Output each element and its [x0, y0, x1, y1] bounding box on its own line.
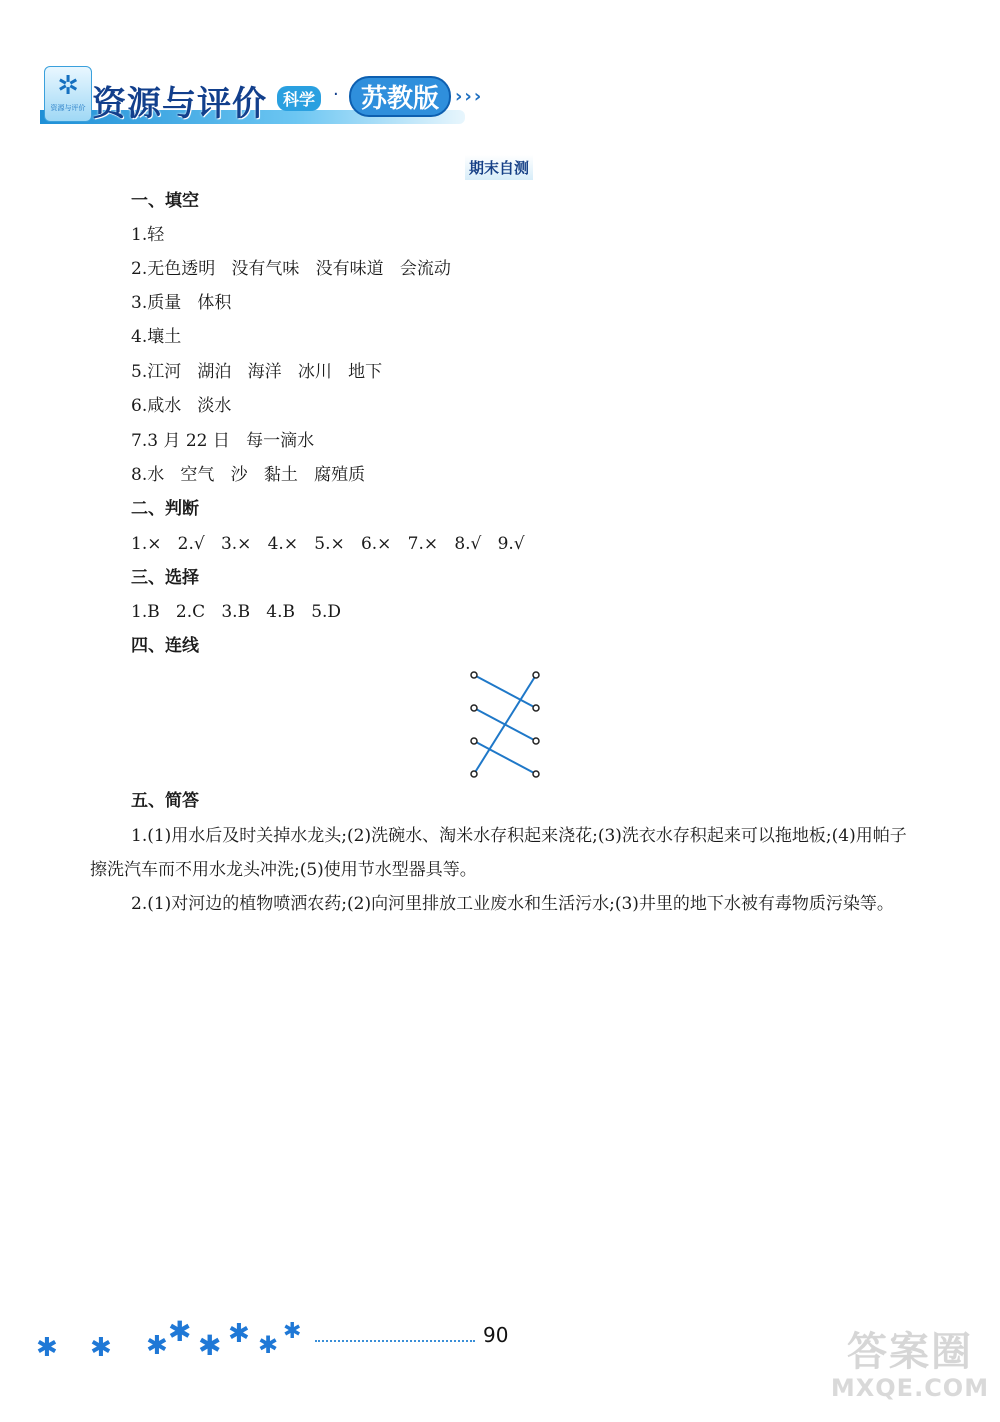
fill-answer-7: 7.3 月 22 日 每一滴水 — [131, 431, 315, 451]
page-number: 90 — [483, 1323, 509, 1347]
matching-dot — [533, 672, 539, 678]
part2-heading: 二、判断 — [131, 499, 199, 519]
fill-answer-5: 5.江河 湖泊 海洋 冰川 地下 — [131, 362, 383, 382]
brand-title: 资源与评价 — [92, 84, 267, 124]
brand-edition: 苏教版 — [349, 76, 451, 117]
matching-dot — [471, 771, 477, 777]
part5-heading: 五、简答 — [131, 791, 199, 811]
star-icon: ✱ — [90, 1333, 112, 1363]
short-answer-1: 1.(1)用水后及时关掉水龙头;(2)洗碗水、淘米水存积起来浇花;(3)洗衣水存积起来可以拖地板;(4)用帕子擦洗汽车而不用水龙头冲洗;(5)使用节水型器具等。 — [90, 826, 907, 880]
footer-stars — [28, 1315, 318, 1365]
matching-dot — [533, 771, 539, 777]
fill-answer-6: 6.咸水 淡水 — [131, 396, 232, 416]
star-icon: ✱ — [146, 1331, 168, 1361]
matching-dot — [471, 738, 477, 744]
star-logo-icon: ✲ — [57, 71, 79, 101]
footer-dotted-line — [315, 1340, 475, 1342]
part4-heading: 四、连线 — [131, 636, 199, 656]
fill-answer-8: 8.水 空气 沙 黏土 腐殖质 — [131, 465, 366, 485]
part3-heading: 三、选择 — [131, 568, 199, 588]
matching-dot — [471, 705, 477, 711]
fill-answer-2: 2.无色透明 没有气味 没有味道 会流动 — [131, 259, 451, 279]
star-icon: ✱ — [198, 1329, 222, 1362]
matching-dot — [471, 672, 477, 678]
matching-dot — [533, 738, 539, 744]
star-icon: ✱ — [168, 1315, 192, 1348]
part1-heading: 一、填空 — [131, 191, 199, 211]
star-icon: ✱ — [258, 1331, 279, 1359]
star-icon: ✱ — [36, 1333, 58, 1363]
chevron-right-icon: ››› — [455, 86, 484, 107]
brand-subject: 科学 — [277, 86, 321, 111]
fill-answer-4: 4.壤土 — [131, 327, 182, 347]
logo — [44, 66, 92, 122]
watermark-text: 答案圈 — [847, 1329, 973, 1375]
star-icon: ✱ — [228, 1319, 250, 1349]
watermark-url: MXQE.COM — [830, 1374, 990, 1402]
judge-answers: 1.× 2.√ 3.× 4.× 5.× 6.× 7.× 8.√ 9.√ — [131, 534, 525, 554]
star-icon: ✱ — [283, 1319, 302, 1344]
matching-dot — [533, 705, 539, 711]
short-answer-2: 2.(1)对河边的植物喷洒农药;(2)向河里排放工业废水和生活污水;(3)井里的地下水被有毒物质污染等。 — [131, 894, 894, 914]
choice-answers: 1.B 2.C 3.B 4.B 5.D — [131, 602, 342, 622]
fill-answer-1: 1.轻 — [131, 225, 165, 245]
matching-line — [474, 675, 536, 774]
watermark — [830, 1320, 990, 1410]
logo-subtitle: 资源与评价 — [50, 104, 86, 112]
section-title: 期末自测 — [465, 155, 533, 180]
brand-separator: · — [333, 84, 339, 105]
matching-diagram — [460, 665, 560, 785]
fill-answer-3: 3.质量 体积 — [131, 293, 232, 313]
